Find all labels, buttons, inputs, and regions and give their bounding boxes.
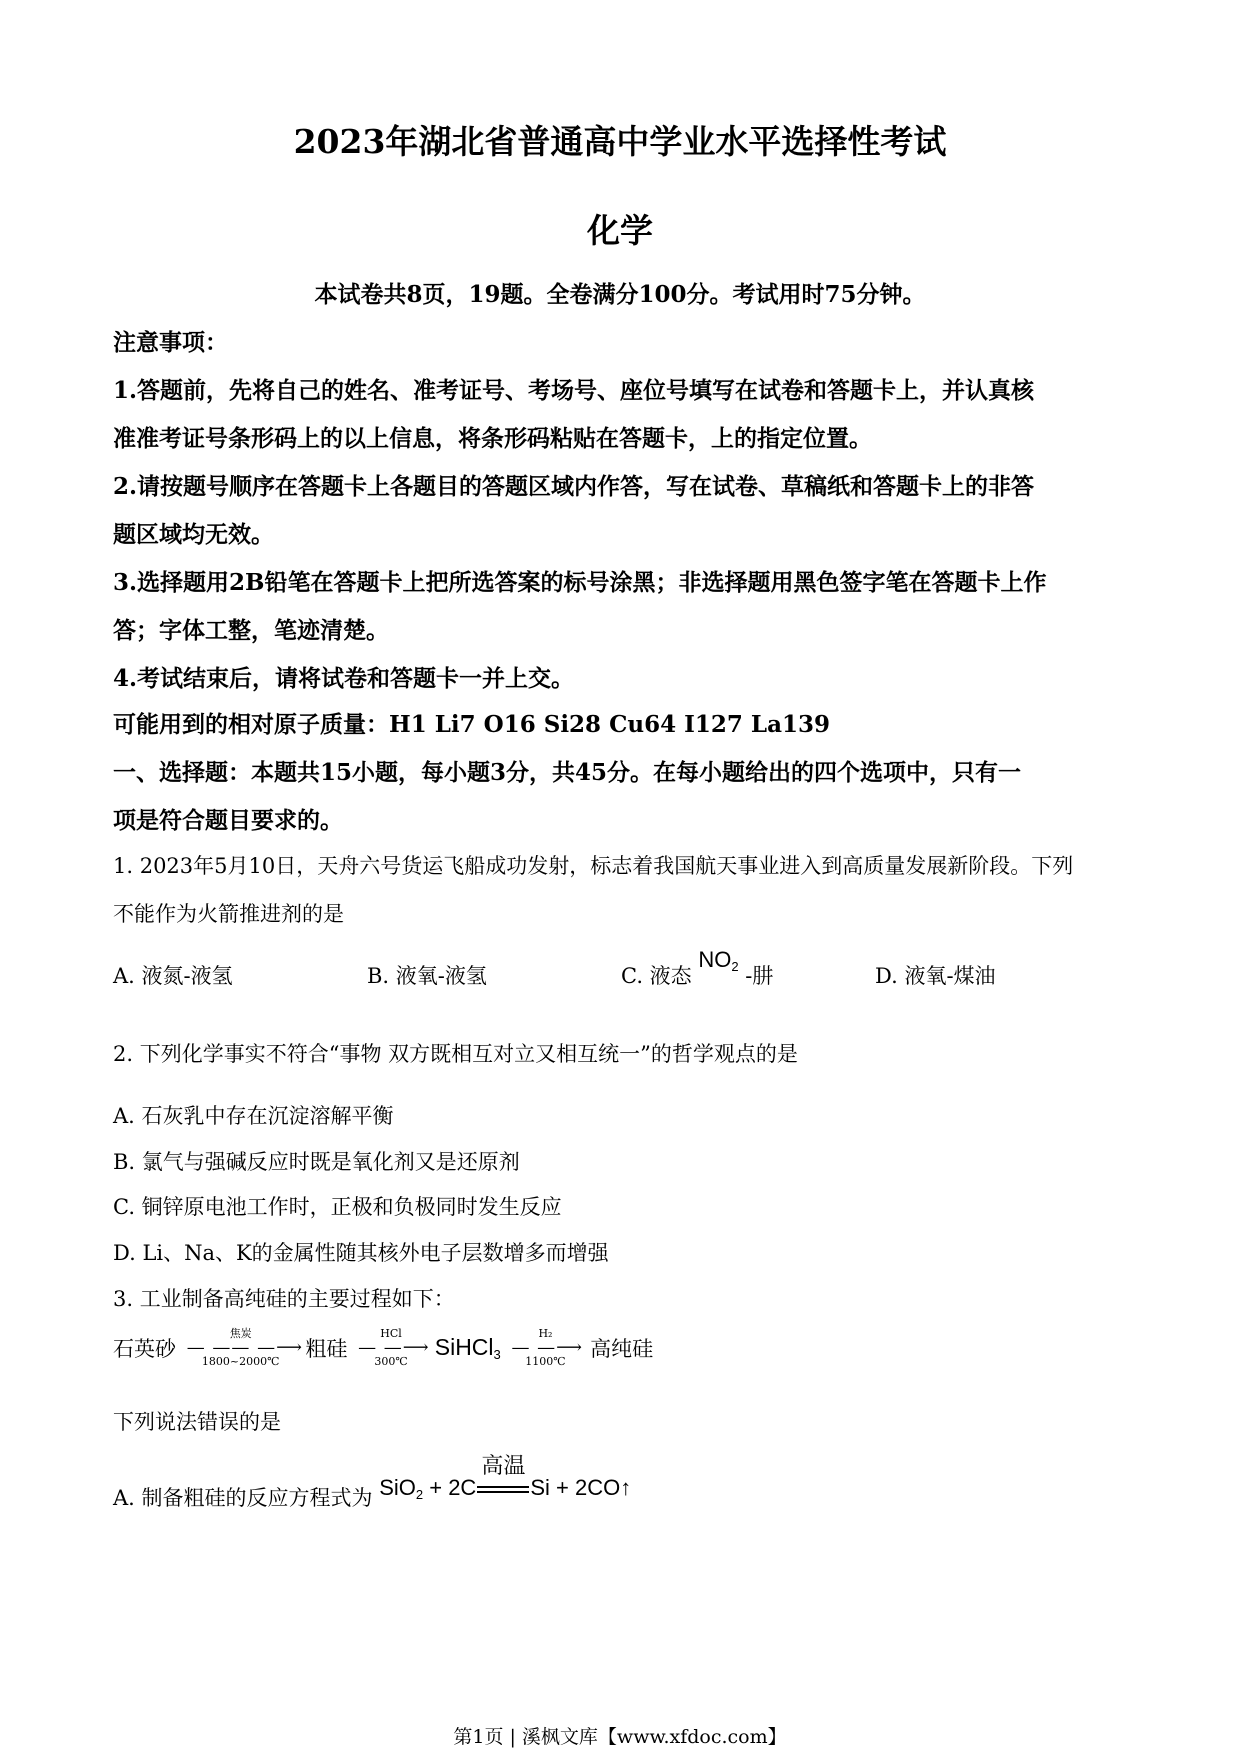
flow-arrow-2-condition: 300℃ (374, 1355, 408, 1368)
notice-item-2-line-2: 题区域均无效。 (113, 521, 274, 548)
flow-quartz-sand: 石英砂 (113, 1337, 176, 1361)
flow-trichlorosilane (435, 1334, 501, 1360)
sihcl-subscript: 3 (493, 1347, 501, 1362)
flow-crude-silicon: 粗硅 (305, 1337, 348, 1361)
q1-stem-line-2: 不能作为火箭推进剂的是 (113, 902, 344, 926)
notice-item-3-line-2: 答；字体工整，笔迹清楚。 (113, 617, 389, 644)
section-heading-line-2: 项是符合题目要求的。 (113, 807, 343, 834)
q1-option-c-suffix: -肼 (745, 964, 774, 988)
flow-arrow-3-condition: 1100℃ (525, 1355, 566, 1368)
eq-plus-2c: + 2C (423, 1475, 477, 1500)
q3-stem: 3. 工业制备高纯硅的主要过程如下： (113, 1287, 455, 1311)
q1-option-c (621, 947, 774, 990)
q1-option-d: D. 液氧-煤油 (875, 964, 996, 988)
q2-option-c: C. 铜锌原电池工作时，正极和负极同时发生反应 (113, 1195, 562, 1219)
eq-condition-high-temp: 高温 (481, 1454, 526, 1479)
flow-arrow-2-line: — —⟶ (358, 1337, 430, 1358)
flow-arrow-3 (511, 1327, 583, 1368)
q2-option-b: B. 氯气与强碱反应时既是氧化剂又是还原剂 (113, 1150, 520, 1174)
exam-info: 本试卷共8页，19题。全卷满分100分。考试用时75分钟。 (314, 281, 926, 308)
no2-formula: NO (698, 947, 732, 972)
q2-stem: 2. 下列化学事实不符合“事物 双方既相互对立又相互统一”的哲学观点的是 (113, 1042, 798, 1066)
q1-option-a: A. 液氮-液氢 (113, 964, 233, 988)
sihcl-formula: SiHCl (434, 1334, 494, 1360)
q3-prompt: 下列说法错误的是 (113, 1410, 281, 1434)
q2-option-d: D. Li、Na、K的金属性随其核外电子层数增多而增强 (113, 1241, 609, 1265)
flow-arrow-1-line: — —— —⟶ (186, 1337, 303, 1358)
notice-heading: 注意事项： (113, 329, 228, 356)
q2-option-a: A. 石灰乳中存在沉淀溶解平衡 (113, 1104, 394, 1128)
section-heading-line-1: 一、选择题：本题共15小题，每小题3分，共45分。在每小题给出的四个选项中，只有一 (113, 759, 1022, 786)
eq-sio2: SiO (379, 1475, 416, 1500)
eq-sio2-subscript: 2 (415, 1487, 424, 1502)
q3-option-a-equation (379, 1454, 632, 1502)
flow-arrow-3-reagent: H₂ (538, 1327, 553, 1340)
subject-title: 化学 (587, 211, 653, 250)
eq-products: Si + 2CO↑ (530, 1475, 632, 1500)
flow-arrow-2-reagent: HCl (380, 1327, 402, 1340)
page-footer: 第1页 | 溪枫文库【www.xfdoc.com】 (453, 1726, 787, 1748)
notice-item-4: 4.考试结束后，请将试卷和答题卡一并上交。 (113, 665, 575, 692)
flow-arrow-1-reagent: 焦炭 (229, 1327, 252, 1340)
q1-option-b: B. 液氧-液氢 (367, 964, 487, 988)
notice-item-1-line-2: 准准考证号条形码上的以上信息，将条形码粘贴在答题卡，上的指定位置。 (113, 425, 872, 452)
flow-arrow-1-condition: 1800~2000℃ (201, 1355, 280, 1368)
q3-option-a (113, 1454, 632, 1512)
notice-item-3-line-1: 3.选择题用2B铅笔在答题卡上把所选答案的标号涂黑；非选择题用黑色签字笔在答题卡上作 (113, 569, 1047, 596)
notice-item-1-line-1: 1.答题前，先将自己的姓名、准考证号、考场号、座位号填写在试卷和答题卡上，并认真核 (113, 377, 1035, 404)
eq-condition-arrow (476, 1454, 530, 1501)
notice-item-2-line-1: 2.请按题号顺序在答题卡上各题目的答题区域内作答，写在试卷、草稿纸和答题卡上的非答 (113, 473, 1035, 500)
q1-stem-line-1: 1. 2023年5月10日，天舟六号货运飞船成功发射，标志着我国航天事业进入到高质量发展新阶段。下列 (113, 854, 1074, 878)
eq-double-line (477, 1486, 529, 1493)
q3-process-flow (113, 1328, 653, 1368)
q3-option-a-text: A. 制备粗硅的反应方程式为 (113, 1486, 373, 1510)
flow-arrow-2 (358, 1327, 430, 1368)
q1-option-c-formula (698, 947, 738, 972)
exam-title: 2023年湖北省普通高中学业水平选择性考试 (293, 122, 947, 161)
flow-pure-silicon: 高纯硅 (590, 1337, 654, 1361)
flow-arrow-3-line: — —⟶ (511, 1337, 583, 1358)
atomic-masses: 可能用到的相对原子质量：H1 Li7 O16 Si28 Cu64 I127 La139 (113, 711, 830, 738)
q1-option-c-prefix: C. 液态 (621, 964, 692, 988)
flow-arrow-1 (186, 1327, 303, 1368)
no2-subscript: 2 (731, 959, 739, 974)
